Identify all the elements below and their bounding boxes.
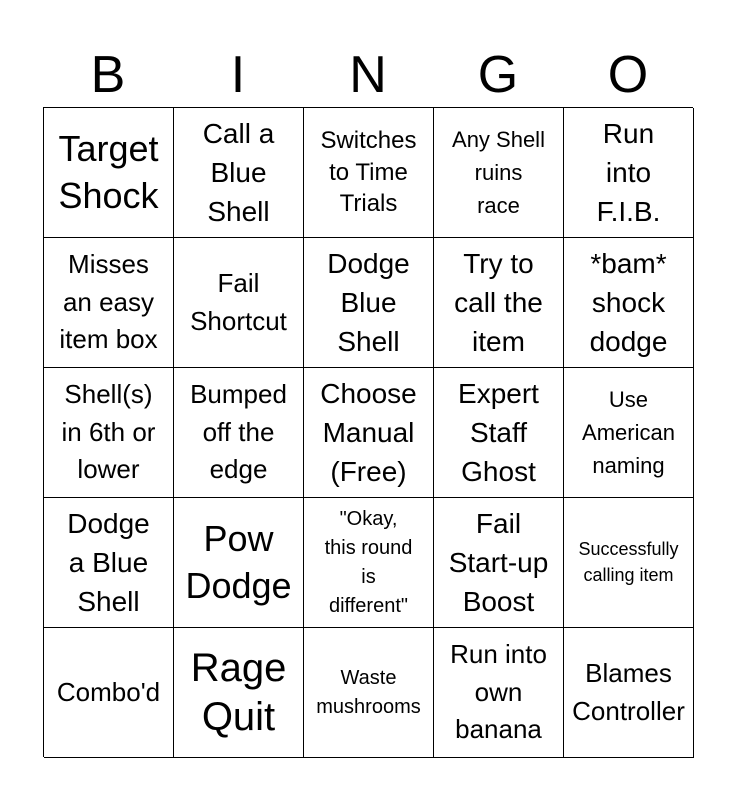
bingo-cell-r1c4[interactable]: Any Shell ruins race (434, 108, 564, 238)
bingo-cell-r2c2[interactable]: Fail Shortcut (174, 238, 304, 368)
bingo-cell-r4c5[interactable]: Successfully calling item (564, 498, 694, 628)
bingo-cell-r4c4[interactable]: Fail Start-up Boost (434, 498, 564, 628)
bingo-cell-r3c1[interactable]: Shell(s) in 6th or lower (44, 368, 174, 498)
header-letter-n: N (349, 46, 387, 104)
bingo-cell-r3c5[interactable]: Use American naming (564, 368, 694, 498)
bingo-cell-r5c5[interactable]: Blames Controller (564, 628, 694, 758)
bingo-cell-r1c3[interactable]: Switches to Time Trials (304, 108, 434, 238)
bingo-cell-r1c1[interactable]: Target Shock (44, 108, 174, 238)
bingo-cell-r2c5[interactable]: *bam* shock dodge (564, 238, 694, 368)
bingo-grid (43, 107, 693, 757)
bingo-cell-r5c3[interactable]: Waste mushrooms (304, 628, 434, 758)
bingo-cell-r5c4[interactable]: Run into own banana (434, 628, 564, 758)
header-letter-o: O (607, 46, 649, 104)
header-letter-b: B (90, 46, 126, 104)
bingo-cell-r2c4[interactable]: Try to call the item (434, 238, 564, 368)
bingo-cell-r3c2[interactable]: Bumped off the edge (174, 368, 304, 498)
bingo-cell-r3c4[interactable]: Expert Staff Ghost (434, 368, 564, 498)
bingo-header (43, 44, 693, 106)
bingo-cell-r1c2[interactable]: Call a Blue Shell (174, 108, 304, 238)
bingo-cell-r1c5[interactable]: Run into F.I.B. (564, 108, 694, 238)
bingo-cell-r5c2[interactable]: Rage Quit (174, 628, 304, 758)
header-letter-i: I (230, 46, 246, 104)
bingo-cell-r5c1[interactable]: Combo'd (44, 628, 174, 758)
bingo-cell-r2c1[interactable]: Misses an easy item box (44, 238, 174, 368)
bingo-cell-r4c2[interactable]: Pow Dodge (174, 498, 304, 628)
bingo-cell-r2c3[interactable]: Dodge Blue Shell (304, 238, 434, 368)
bingo-cell-r4c3[interactable]: "Okay, this round is different" (304, 498, 434, 628)
bingo-cell-r3c3[interactable]: Choose Manual (Free) (304, 368, 434, 498)
bingo-cell-r4c1[interactable]: Dodge a Blue Shell (44, 498, 174, 628)
header-letter-g: G (477, 46, 519, 104)
